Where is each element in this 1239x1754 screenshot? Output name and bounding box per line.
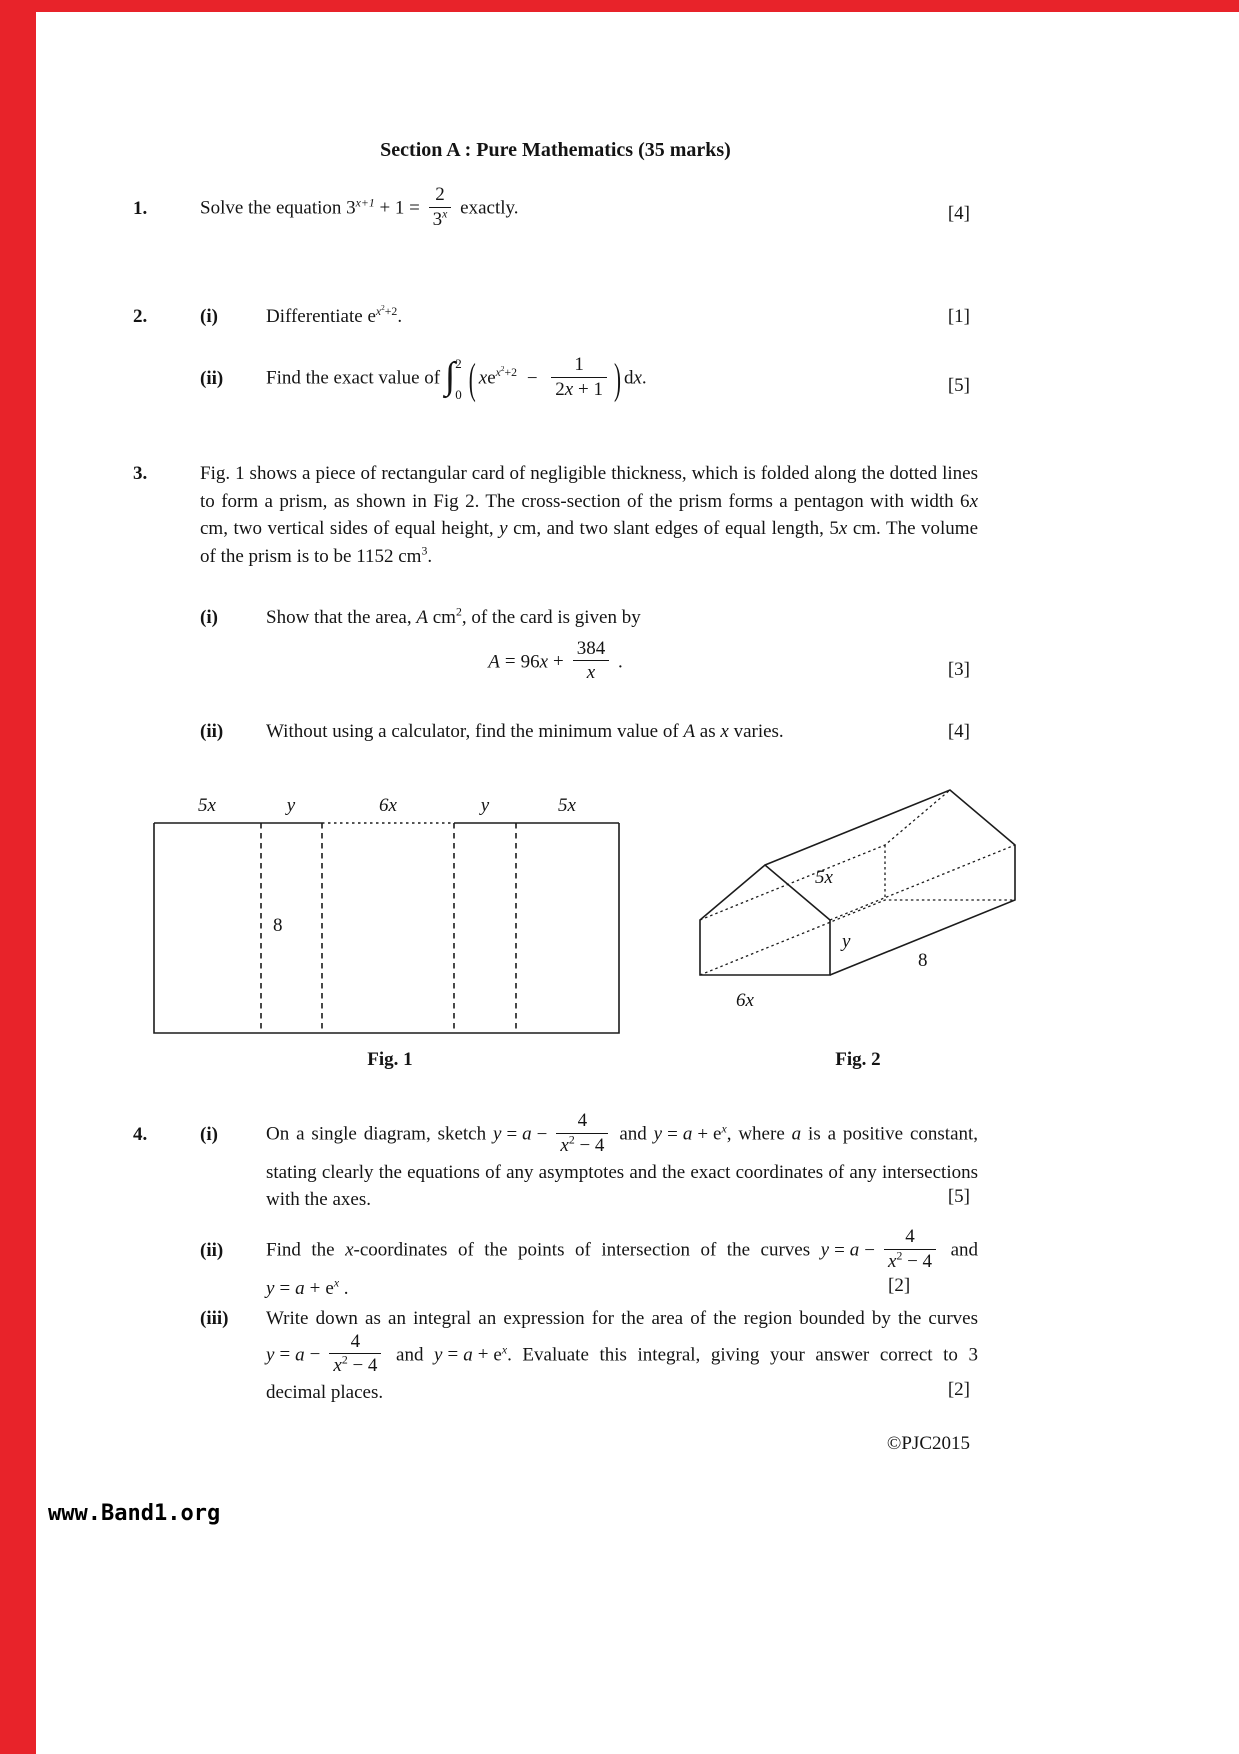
fig2-label-5x: 5x bbox=[815, 867, 833, 888]
math-exponent: 2 bbox=[455, 605, 462, 619]
text: varies. bbox=[728, 721, 784, 742]
equals-sign: = bbox=[506, 1123, 518, 1145]
section-title: Section A : Pure Mathematics (35 marks) bbox=[380, 139, 731, 161]
math-exponent: x bbox=[442, 207, 448, 221]
math-var: x bbox=[375, 304, 382, 318]
q1-number: 1. bbox=[133, 197, 148, 219]
left-paren: ( bbox=[468, 353, 476, 403]
site-watermark: www.Band1.org bbox=[48, 1501, 221, 1526]
fraction bbox=[573, 638, 610, 685]
math: 96 bbox=[520, 651, 540, 673]
q2i-text bbox=[266, 303, 978, 331]
q3-area-equation bbox=[133, 637, 978, 687]
text: cm, two vertical sides of equal height, bbox=[200, 518, 500, 540]
math-exponent: x bbox=[721, 1122, 727, 1136]
numerator: 4 bbox=[329, 1331, 381, 1355]
math: + 1 bbox=[573, 378, 603, 400]
numerator: 4 bbox=[884, 1226, 936, 1250]
text: Fig. 1 shows a piece of rectangular card of negligible thickness, which is folded along the dotted lines to form a prism, as shown in Fig 2. The cross-section of the prism forms a pentagon with width 6 bbox=[200, 463, 978, 512]
math-exponent: x bbox=[333, 1276, 340, 1290]
math-var: y bbox=[266, 1277, 275, 1299]
question-4iii bbox=[133, 1305, 978, 1407]
math-var: x bbox=[478, 367, 488, 389]
math-var: a bbox=[295, 1344, 305, 1366]
text: cm, and two slant edges of equal length, 5 bbox=[507, 518, 839, 540]
fig1-label-5x-left: 5x bbox=[198, 795, 216, 816]
math: − 4 bbox=[574, 1134, 605, 1156]
math-d: d bbox=[623, 367, 634, 389]
numerator: 4 bbox=[556, 1110, 608, 1134]
math-e: e bbox=[325, 1277, 334, 1299]
text: Find the bbox=[266, 1239, 335, 1261]
text: and bbox=[619, 1123, 647, 1145]
fig1-label-6x: 6x bbox=[379, 795, 397, 816]
math-var: a bbox=[791, 1123, 802, 1145]
math-var: y bbox=[493, 1123, 502, 1145]
math-var: A bbox=[683, 721, 696, 742]
math-base: 3 bbox=[346, 197, 356, 219]
math-inner-exponent: 2 bbox=[568, 1133, 575, 1147]
numerator: 1 bbox=[551, 354, 607, 378]
text: On a single diagram, sketch bbox=[266, 1123, 487, 1145]
question-4i bbox=[133, 1112, 978, 1214]
numerator: 384 bbox=[573, 638, 610, 662]
fig2-label-6x: 6x bbox=[736, 990, 754, 1011]
math-base: 3 bbox=[432, 208, 443, 230]
text: -coordinates of the points of intersection of the curves bbox=[353, 1239, 811, 1261]
figure-captions bbox=[133, 1046, 978, 1076]
question-3i bbox=[133, 604, 978, 686]
equals-sign: = bbox=[667, 1123, 678, 1145]
minus-sign: − bbox=[864, 1239, 876, 1261]
math-var: a bbox=[295, 1277, 305, 1299]
math-inner-exponent: 2 bbox=[500, 364, 505, 374]
math-var: x bbox=[838, 518, 848, 540]
fraction bbox=[429, 184, 452, 231]
denominator bbox=[329, 1354, 381, 1377]
text: Differentiate bbox=[266, 306, 363, 327]
text: as bbox=[695, 721, 721, 742]
plus-sign: + bbox=[697, 1123, 709, 1145]
text: Solve the equation bbox=[200, 197, 342, 219]
math-var: y bbox=[266, 1344, 275, 1366]
q4i-marks: [5] bbox=[947, 1186, 970, 1208]
card-outline bbox=[154, 823, 619, 1033]
math-inner-exponent: 2 bbox=[341, 1354, 348, 1368]
text: . bbox=[613, 651, 623, 673]
text: cm bbox=[427, 607, 456, 628]
equals-sign: = bbox=[447, 1344, 459, 1366]
math-var: y bbox=[499, 518, 508, 540]
fraction bbox=[551, 354, 607, 401]
text: . bbox=[397, 306, 403, 327]
prism-roof-fold bbox=[830, 845, 1015, 920]
math-var: a bbox=[849, 1239, 860, 1261]
fig1-label-5x-right: 5x bbox=[558, 795, 576, 816]
q4iii-label: (iii) bbox=[200, 1308, 229, 1329]
q1-text bbox=[200, 186, 978, 233]
minus-sign: − bbox=[536, 1123, 548, 1145]
fig2-label-8: 8 bbox=[918, 950, 928, 971]
math-exponent bbox=[496, 366, 517, 379]
math-e: e bbox=[713, 1123, 722, 1145]
denominator bbox=[551, 378, 607, 401]
fig1-label-8: 8 bbox=[273, 915, 283, 936]
q3i-text bbox=[266, 604, 978, 632]
math: 2 bbox=[555, 378, 565, 400]
text: and bbox=[396, 1344, 424, 1366]
text: . bbox=[339, 1277, 349, 1299]
question-3 bbox=[133, 460, 978, 570]
equals-sign: = bbox=[279, 1277, 291, 1299]
integral-sign: ∫ bbox=[444, 355, 456, 398]
math-exponent: x bbox=[501, 1342, 508, 1356]
q2i-label: (i) bbox=[200, 306, 218, 327]
q3i-label: (i) bbox=[200, 607, 218, 628]
math-var: x bbox=[345, 1239, 354, 1261]
math-var: a bbox=[522, 1123, 532, 1145]
fraction bbox=[556, 1110, 608, 1157]
text: Without using a calculator, find the minimum value of bbox=[266, 721, 684, 742]
fig2-caption: Fig. 2 bbox=[835, 1049, 881, 1070]
q4iii-text bbox=[266, 1305, 978, 1407]
fig1-caption: Fig. 1 bbox=[367, 1049, 413, 1070]
text: . bbox=[427, 545, 433, 567]
math-var: y bbox=[434, 1344, 443, 1366]
math-inner-exponent: 2 bbox=[896, 1249, 903, 1263]
math-var: x bbox=[969, 490, 978, 512]
q3ii-label: (ii) bbox=[200, 721, 224, 742]
text: Find the exact value of bbox=[266, 367, 441, 389]
math-inner-exponent: 2 bbox=[381, 302, 385, 312]
denominator: x bbox=[586, 662, 596, 684]
q4ii-text bbox=[266, 1228, 978, 1302]
equals-sign: = bbox=[279, 1344, 291, 1366]
fig1-card-diagram bbox=[150, 793, 630, 1038]
math-e: e bbox=[367, 306, 376, 327]
math-var: x bbox=[495, 366, 501, 380]
right-paren: ) bbox=[613, 353, 621, 403]
top-red-border bbox=[0, 0, 1239, 12]
text: , of the card is given by bbox=[461, 607, 641, 628]
q2ii-text bbox=[266, 353, 978, 403]
integral-limits bbox=[455, 357, 462, 401]
q4ii-marks: [2] bbox=[888, 1274, 911, 1296]
math-e: e bbox=[493, 1344, 502, 1366]
lower-limit: 0 bbox=[455, 387, 462, 403]
math-var: A bbox=[416, 607, 428, 628]
math-var: x bbox=[333, 1355, 342, 1377]
fraction bbox=[884, 1226, 936, 1273]
q4ii-label: (ii) bbox=[200, 1239, 224, 1261]
math: +2 bbox=[504, 366, 518, 380]
math-exponent bbox=[375, 302, 398, 318]
prism-front-face bbox=[700, 865, 830, 975]
denominator bbox=[884, 1250, 936, 1273]
plus-sign: + bbox=[477, 1344, 489, 1366]
text: is a positive constant, stating clearly the equations of any asymptotes and the exact coordinates of any intersections with the axes. bbox=[266, 1123, 979, 1211]
minus-sign: − bbox=[526, 367, 538, 389]
q4i-label: (i) bbox=[200, 1123, 218, 1145]
math-var: x bbox=[564, 378, 574, 400]
math-exponent: 3 bbox=[421, 544, 428, 558]
math-var: a bbox=[463, 1344, 473, 1366]
q4-number: 4. bbox=[133, 1123, 148, 1145]
q3i-marks: [3] bbox=[947, 658, 970, 680]
question-3ii bbox=[133, 718, 978, 746]
copyright: ©PJC2015 bbox=[886, 1433, 970, 1454]
fig2-label-y: y bbox=[842, 931, 851, 952]
upper-limit: 2 bbox=[455, 356, 462, 372]
q4i-text bbox=[266, 1112, 978, 1214]
denominator bbox=[556, 1134, 608, 1157]
numerator: 2 bbox=[429, 184, 452, 208]
math: +2 bbox=[384, 304, 398, 318]
question-4ii bbox=[133, 1228, 978, 1302]
text: , where bbox=[726, 1123, 785, 1145]
text: . bbox=[641, 367, 647, 389]
text: . Evaluate this integral, giving your answer correct to 3 decimal places. bbox=[266, 1344, 979, 1404]
q4iii-marks: [2] bbox=[947, 1379, 970, 1401]
q3ii-marks: [4] bbox=[947, 721, 970, 742]
math-var: y bbox=[820, 1239, 830, 1261]
text: and bbox=[950, 1239, 979, 1261]
math-var: x bbox=[633, 367, 642, 389]
fig1-label-y-left: y bbox=[286, 795, 296, 816]
left-red-border bbox=[0, 0, 36, 1754]
math-var: a bbox=[682, 1123, 693, 1145]
plus-sign: + bbox=[309, 1277, 321, 1299]
q3ii-text bbox=[266, 718, 978, 746]
q2i-marks: [1] bbox=[947, 306, 970, 327]
prism-outline bbox=[765, 790, 1015, 975]
q1-marks: [4] bbox=[947, 203, 970, 224]
math: − 4 bbox=[347, 1355, 378, 1377]
math-exponent: x+1 bbox=[355, 196, 375, 210]
math-var: A bbox=[488, 651, 500, 673]
text: exactly. bbox=[460, 197, 519, 219]
q3-number: 3. bbox=[133, 463, 148, 484]
fig1-label-y-right: y bbox=[480, 795, 490, 816]
question-2i bbox=[133, 303, 978, 331]
denominator bbox=[429, 208, 452, 231]
question-2ii bbox=[133, 353, 978, 403]
math-var: x bbox=[720, 721, 729, 742]
q2ii-label: (ii) bbox=[200, 367, 224, 389]
math-var: x bbox=[539, 651, 549, 673]
math-var: y bbox=[653, 1123, 663, 1145]
text: Show that the area, bbox=[266, 607, 417, 628]
text: cm. The volume of the prism is to be 1152 cm bbox=[200, 518, 979, 567]
q2-number: 2. bbox=[133, 306, 148, 327]
q2ii-marks: [5] bbox=[947, 375, 970, 396]
q3-intro bbox=[200, 460, 978, 570]
equals-sign: = bbox=[504, 651, 516, 673]
math-op: + 1 = bbox=[379, 197, 420, 219]
question-1 bbox=[133, 186, 978, 233]
fig2-prism-diagram bbox=[668, 758, 1048, 1020]
equals-sign: = bbox=[834, 1239, 845, 1261]
fraction bbox=[329, 1331, 381, 1378]
math-e: e bbox=[487, 367, 496, 389]
math-var: x bbox=[888, 1250, 897, 1272]
text: Write down as an integral an expression for the area of the region bounded by the curves bbox=[266, 1308, 978, 1329]
math-var: x bbox=[560, 1134, 569, 1156]
minus-sign: − bbox=[309, 1344, 321, 1366]
plus-sign: + bbox=[553, 651, 564, 673]
math: − 4 bbox=[902, 1250, 933, 1272]
